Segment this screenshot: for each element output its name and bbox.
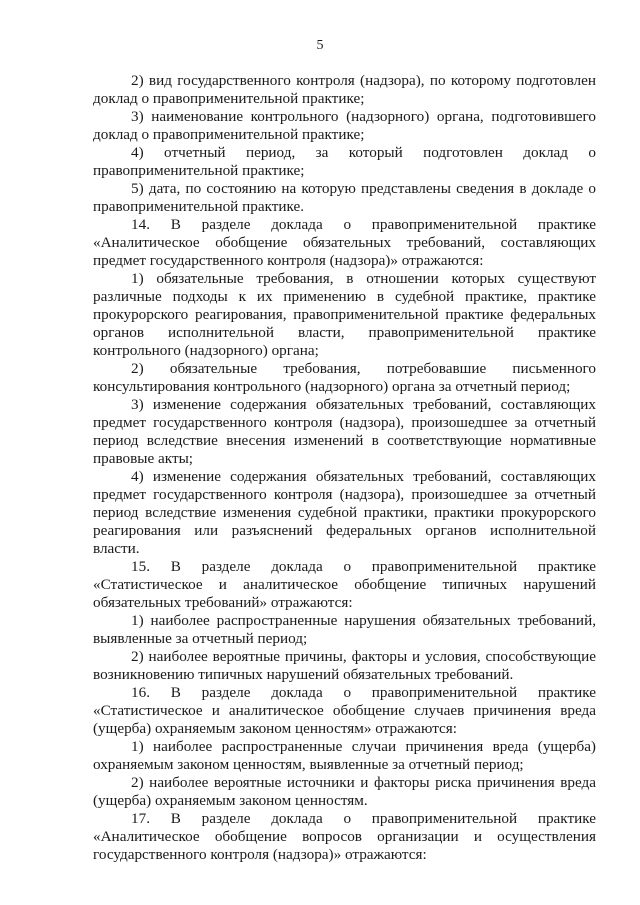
section-14-item-3: 3) изменение содержания обязательных требований, составляющих предмет государственного контроля (надзора), произошедшее за отчетный период вследствие внесения изменений в соответствующие нормативные правовые акты; xyxy=(93,396,596,467)
section-16-item-2: 2) наиболее вероятные источники и факторы риска причинения вреда (ущерба) охраняемым законом ценностям. xyxy=(93,774,596,809)
section-15-item-2: 2) наиболее вероятные причины, факторы и условия, способствующие возникновению типичных нарушений обязательных требований. xyxy=(93,648,596,683)
section-15-item-1: 1) наиболее распространенные нарушения обязательных требований, выявленные за отчетный период; xyxy=(93,612,596,647)
paragraph-item-5: 5) дата, по состоянию на которую представлены сведения в докладе о правоприменительной практике. xyxy=(93,180,596,215)
section-16-heading: 16. В разделе доклада о правоприменительной практике «Статистическое и аналитическое обобщение случаев причинения вреда (ущерба) охраняемым законом ценностям» отражаются: xyxy=(93,684,596,737)
paragraph-item-3: 3) наименование контрольного (надзорного) органа, подготовившего доклад о правоприменительной практике; xyxy=(93,108,596,143)
section-14-item-4: 4) изменение содержания обязательных требований, составляющих предмет государственного контроля (надзора), произошедшее за отчетный период вследствие изменения судебной практики, практики прокурорского реагирования или разъяснений федеральных органов исполнительной власти. xyxy=(93,468,596,557)
section-15-heading: 15. В разделе доклада о правоприменительной практике «Статистическое и аналитическое обобщение типичных нарушений обязательных требований» отражаются: xyxy=(93,558,596,611)
section-14-item-2: 2) обязательные требования, потребовавшие письменного консультирования контрольного (надзорного) органа за отчетный период; xyxy=(93,360,596,395)
section-14-item-1: 1) обязательные требования, в отношении которых существуют различные подходы к их применению в судебной практике, практике прокурорского реагирования, правоприменительной практике федеральных органов исполнительной власти, правоприменительной практике контрольного (надзорного) органа; xyxy=(93,270,596,359)
section-17-heading: 17. В разделе доклада о правоприменительной практике «Аналитическое обобщение вопросов организации и осуществления государственного контроля (надзора)» отражаются: xyxy=(93,810,596,863)
page-number: 5 xyxy=(316,38,324,53)
paragraph-item-4: 4) отчетный период, за который подготовлен доклад о правоприменительной практике; xyxy=(93,144,596,179)
document-body xyxy=(93,72,596,864)
section-16-item-1: 1) наиболее распространенные случаи причинения вреда (ущерба) охраняемым законом ценностям, выявленные за отчетный период; xyxy=(93,738,596,773)
paragraph-item-2: 2) вид государственного контроля (надзора), по которому подготовлен доклад о правоприменительной практике; xyxy=(93,72,596,107)
section-14-heading: 14. В разделе доклада о правоприменительной практике «Аналитическое обобщение обязательных требований, составляющих предмет государственного контроля (надзора)» отражаются: xyxy=(93,216,596,269)
